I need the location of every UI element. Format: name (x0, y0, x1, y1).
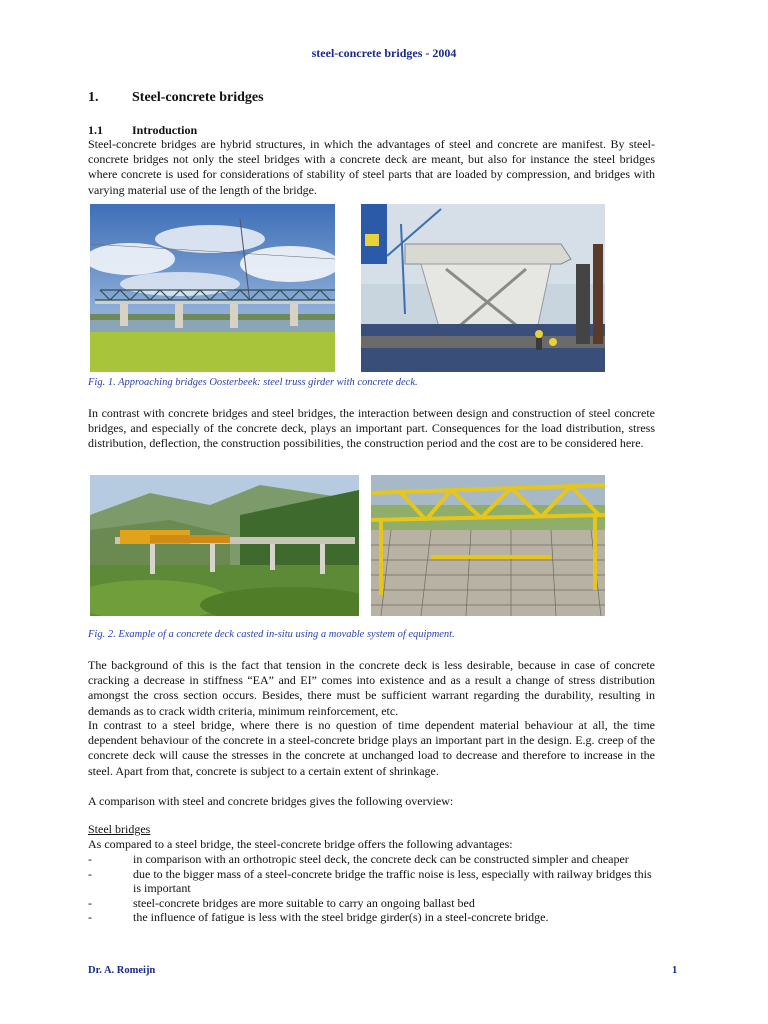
movable-equipment-photo (371, 475, 605, 616)
figure-2-caption: Fig. 2. Example of a concrete deck casted in-situ using a movable system of equipment. (88, 629, 455, 640)
subsection-number: 1.1 (88, 123, 103, 137)
steel-bridges-section (88, 822, 655, 852)
section-heading (88, 90, 264, 106)
steel-bridges-heading: Steel bridges (88, 822, 151, 836)
advantages-list (88, 852, 655, 925)
list-item: - steel-concrete bridges are more suitable to carry an ongoing ballast bed (88, 895, 475, 910)
list-item: - in comparison with an orthotropic steel deck, the concrete deck can be constructed simpler and cheaper (88, 852, 629, 866)
footer-page-number: 1 (672, 965, 678, 976)
steel-bridges-lead: As compared to a steel bridge, the steel-concrete bridge offers the following advantages: (88, 837, 513, 852)
running-header: steel-concrete bridges - 2004 (311, 46, 457, 60)
intro-paragraph: Steel-concrete bridges are hybrid structures, in which the advantages of steel and concrete are manifest. By steel-concrete bridges not only the steel bridges with a concrete deck are meant, but also for instance the steel bridges where concrete is used for considerations of stability of steel parts that are loaded by compression, and bridges with varying material use of the length of the bridge. (88, 137, 655, 197)
comparison-paragraph: A comparison with steel and concrete bridges gives the following overview: (88, 794, 454, 808)
background-paragraph: The background of this is the fact that tension in the concrete deck is less desirable, because in case of concrete cracking a decrease in stiffness “EA” and EI” comes into existence and as a result a change of stress distribution amongst the cross section occurs. Besides, there must be sufficient warrant regarding the durability, resulting in demands as to crack width criteria, minimum reinforcement, etc. (88, 658, 655, 718)
section-number: 1. (88, 90, 99, 105)
figure-1-caption: Fig. 1. Approaching bridges Oosterbeek: steel truss girder with concrete deck. (88, 377, 418, 388)
deck-construction-photo (361, 204, 605, 372)
section-title: Steel-concrete bridges (132, 90, 264, 105)
footer-author: Dr. A. Romeijn (88, 965, 156, 976)
mountain-bridge-photo (90, 475, 359, 616)
truss-bridge-photo (90, 204, 335, 372)
list-item: - due to the bigger mass of a steel-concrete bridge the traffic noise is less, especially with railway bridges this is important (88, 866, 652, 896)
subsection-title: Introduction (132, 123, 198, 137)
contrast-paragraph: In contrast with concrete bridges and steel bridges, the interaction between design and construction of steel concrete bridges, and especially of the concrete deck, plays an important part. Consequences for the load distribution, stress distribution, deflection, the construction possibilities, the construction period and the cost are to be considered here. (88, 406, 655, 451)
subsection-heading (88, 123, 197, 138)
time-dependent-paragraph: In contrast to a steel bridge, where there is no question of time dependent material behaviour at all, the time dependent behaviour of the concrete in a steel-concrete bridge plays an important part in the design. E.g. creep of the concrete deck will cause the stresses in the concrete at unchanged load to decrease and therefore to increase in the steel. Apart from that, concrete is subject to a certain extent of shrinkage. (88, 718, 655, 778)
list-item: - the influence of fatigue is less with the steel bridge girder(s) in a steel-concrete bridge. (88, 910, 549, 925)
